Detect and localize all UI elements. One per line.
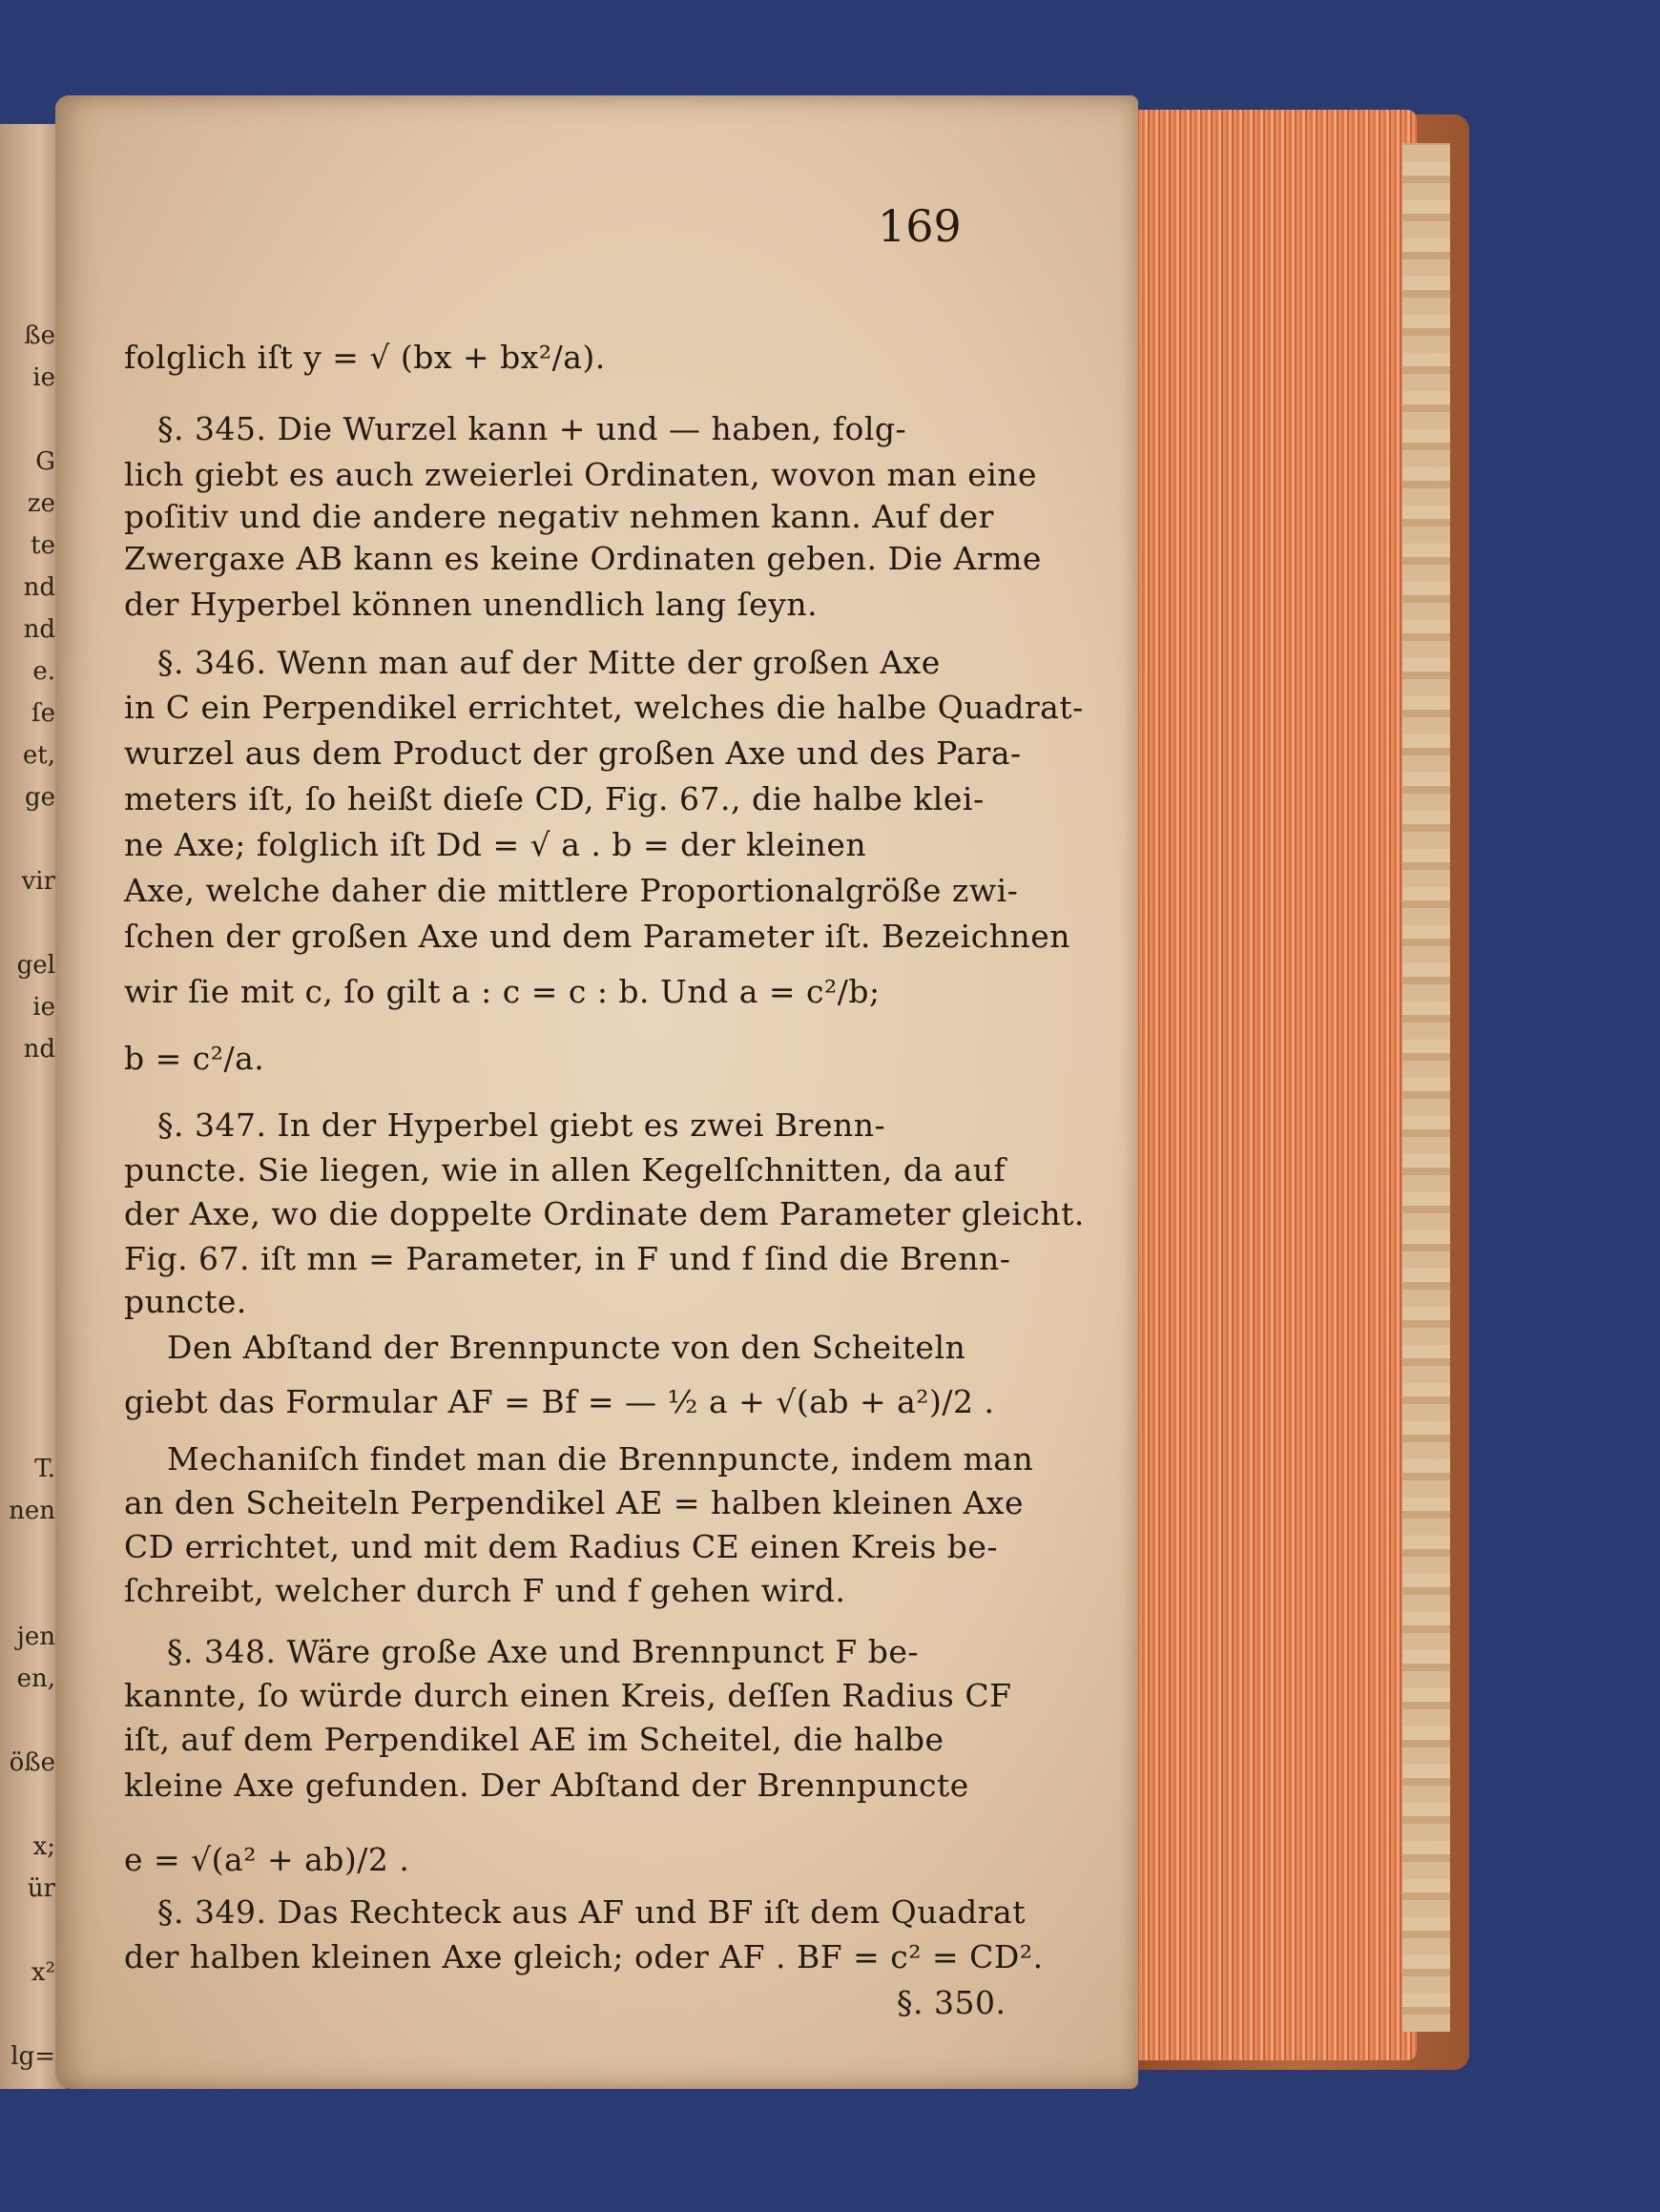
text-line: wurzel aus dem Product der großen Axe und des Para- xyxy=(124,734,1022,772)
text-line: §. 345. Die Wurzel kann + und — haben, folg- xyxy=(157,410,907,447)
left-margin-fragment: en, xyxy=(16,1664,55,1693)
text-line: folglich iſt y = √ (bx + bx²/a). xyxy=(124,339,606,376)
text-line: ſchreibt, welcher durch F und f gehen wird. xyxy=(124,1572,846,1609)
left-margin-fragment: nen xyxy=(9,1497,55,1525)
text-line: der halben kleinen Axe gleich; oder AF . BF = c² = CD². xyxy=(124,1938,1044,1975)
left-margin-fragment: x² xyxy=(31,1958,55,1987)
left-margin-fragment xyxy=(0,1364,55,1406)
text-line: Fig. 67. iſt mn = Parameter, in F und f ſind die Brenn- xyxy=(124,1240,1011,1277)
left-margin-fragment: ze xyxy=(27,489,55,518)
left-page-fragments xyxy=(0,315,55,2071)
left-margin-fragment: ür xyxy=(27,1874,55,1903)
left-margin-fragment: te xyxy=(31,531,55,560)
text-line: meters iſt, ſo heißt dieſe CD, Fig. 67., die halbe klei- xyxy=(124,780,985,817)
text-line: lich giebt es auch zweierlei Ordinaten, wovon man eine xyxy=(124,456,1038,493)
left-margin-fragment: e. xyxy=(32,657,55,686)
text-line: puncte. xyxy=(124,1283,247,1320)
text-line: ſchen der großen Axe und dem Parameter iſt. Bezeichnen xyxy=(124,918,1070,955)
text-line: an den Scheiteln Perpendikel AE = halben kleinen Axe xyxy=(124,1484,1025,1521)
text-line: Axe, welche daher die mittlere Proportionalgröße zwi- xyxy=(124,872,1019,909)
left-margin-fragment xyxy=(0,1196,55,1238)
text-line: ne Axe; folglich iſt Dd = √ a . b = der kleinen xyxy=(124,826,867,863)
text-line: Mechaniſch findet man die Brennpuncte, indem man xyxy=(167,1440,1034,1478)
left-margin-fragment: öße xyxy=(9,1748,55,1777)
text-line: §. 347. In der Hyperbel giebt es zwei Brenn- xyxy=(157,1106,886,1144)
text-line: der Axe, wo die doppelte Ordinate dem Parameter gleicht. xyxy=(124,1195,1085,1232)
text-line: poſitiv und die andere negativ nehmen kann. Auf der xyxy=(124,498,994,535)
left-margin-fragment: ge xyxy=(24,783,55,812)
left-margin-fragment: G xyxy=(35,447,55,476)
text-line: kleine Axe gefunden. Der Abſtand der Brennpuncte xyxy=(124,1767,969,1804)
left-margin-fragment xyxy=(0,399,55,441)
left-margin-fragment: T. xyxy=(34,1455,55,1483)
text-line: Den Abſtand der Brennpuncte von den Scheiteln xyxy=(167,1329,966,1366)
left-margin-fragment xyxy=(0,1406,55,1448)
left-margin-fragment: x; xyxy=(32,1832,55,1861)
left-margin-fragment xyxy=(0,902,55,944)
page-number: 169 xyxy=(878,200,962,252)
text-line: e = √(a² + ab)/2 . xyxy=(124,1841,410,1878)
left-margin-fragment xyxy=(0,1070,55,1112)
left-margin-fragment: nd xyxy=(23,573,55,602)
left-margin-fragment: ie xyxy=(32,363,55,392)
text-line: b = c²/a. xyxy=(124,1040,265,1077)
left-margin-fragment: ße xyxy=(24,321,55,350)
text-line: §. 346. Wenn man auf der Mitte der großen Axe xyxy=(157,644,941,681)
text-line: in C ein Perpendikel errichtet, welches die halbe Quadrat- xyxy=(124,689,1084,726)
left-margin-fragment: nd xyxy=(23,615,55,644)
left-margin-fragment xyxy=(0,1994,55,2036)
left-margin-fragment: ſe xyxy=(31,699,55,728)
next-section-marker: §. 350. xyxy=(897,1984,1006,2021)
left-margin-fragment xyxy=(0,1532,55,1574)
text-line: Zwergaxe AB kann es keine Ordinaten geben. Die Arme xyxy=(124,540,1042,577)
cover-board xyxy=(1402,143,1450,2032)
page-edges xyxy=(1121,110,1417,2060)
text-line: §. 348. Wäre große Axe und Brennpunct F be- xyxy=(167,1633,919,1670)
left-margin-fragment xyxy=(0,1154,55,1196)
text-line: kannte, ſo würde durch einen Kreis, deſſen Radius CF xyxy=(124,1677,1012,1714)
left-margin-fragment xyxy=(0,818,55,860)
left-margin-fragment xyxy=(0,1280,55,1322)
text-line: §. 349. Das Rechteck aus AF und BF iſt dem Quadrat xyxy=(157,1893,1026,1931)
text-line: CD errichtet, und mit dem Radius CE einen Kreis be- xyxy=(124,1528,999,1565)
left-margin-fragment: gel xyxy=(16,951,55,980)
text-line: puncte. Sie liegen, wie in allen Kegelſchnitten, da auf xyxy=(124,1151,1006,1189)
left-margin-fragment xyxy=(0,1700,55,1742)
left-margin-fragment xyxy=(0,1784,55,1826)
text-line: der Hyperbel können unendlich lang ſeyn. xyxy=(124,586,819,623)
left-margin-fragment xyxy=(0,1112,55,1154)
left-margin-fragment: vir xyxy=(21,867,55,896)
left-margin-fragment xyxy=(0,1322,55,1364)
text-line: giebt das Formular AF = Bf = — ½ a + √(ab + a²)/2 . xyxy=(124,1383,995,1420)
left-margin-fragment: et, xyxy=(22,741,55,770)
left-margin-fragment: lg= xyxy=(10,2042,55,2071)
left-margin-fragment: jen xyxy=(16,1623,55,1651)
left-margin-fragment xyxy=(0,1574,55,1616)
left-margin-fragment xyxy=(0,1238,55,1280)
text-line: iſt, auf dem Perpendikel AE im Scheitel, die halbe xyxy=(124,1721,944,1758)
left-margin-fragment: nd xyxy=(23,1035,55,1064)
text-line: wir ſie mit c, ſo gilt a : c = c : b. Und a = c²/b; xyxy=(124,973,881,1010)
left-margin-fragment xyxy=(0,1910,55,1952)
left-margin-fragment: ie xyxy=(32,993,55,1022)
